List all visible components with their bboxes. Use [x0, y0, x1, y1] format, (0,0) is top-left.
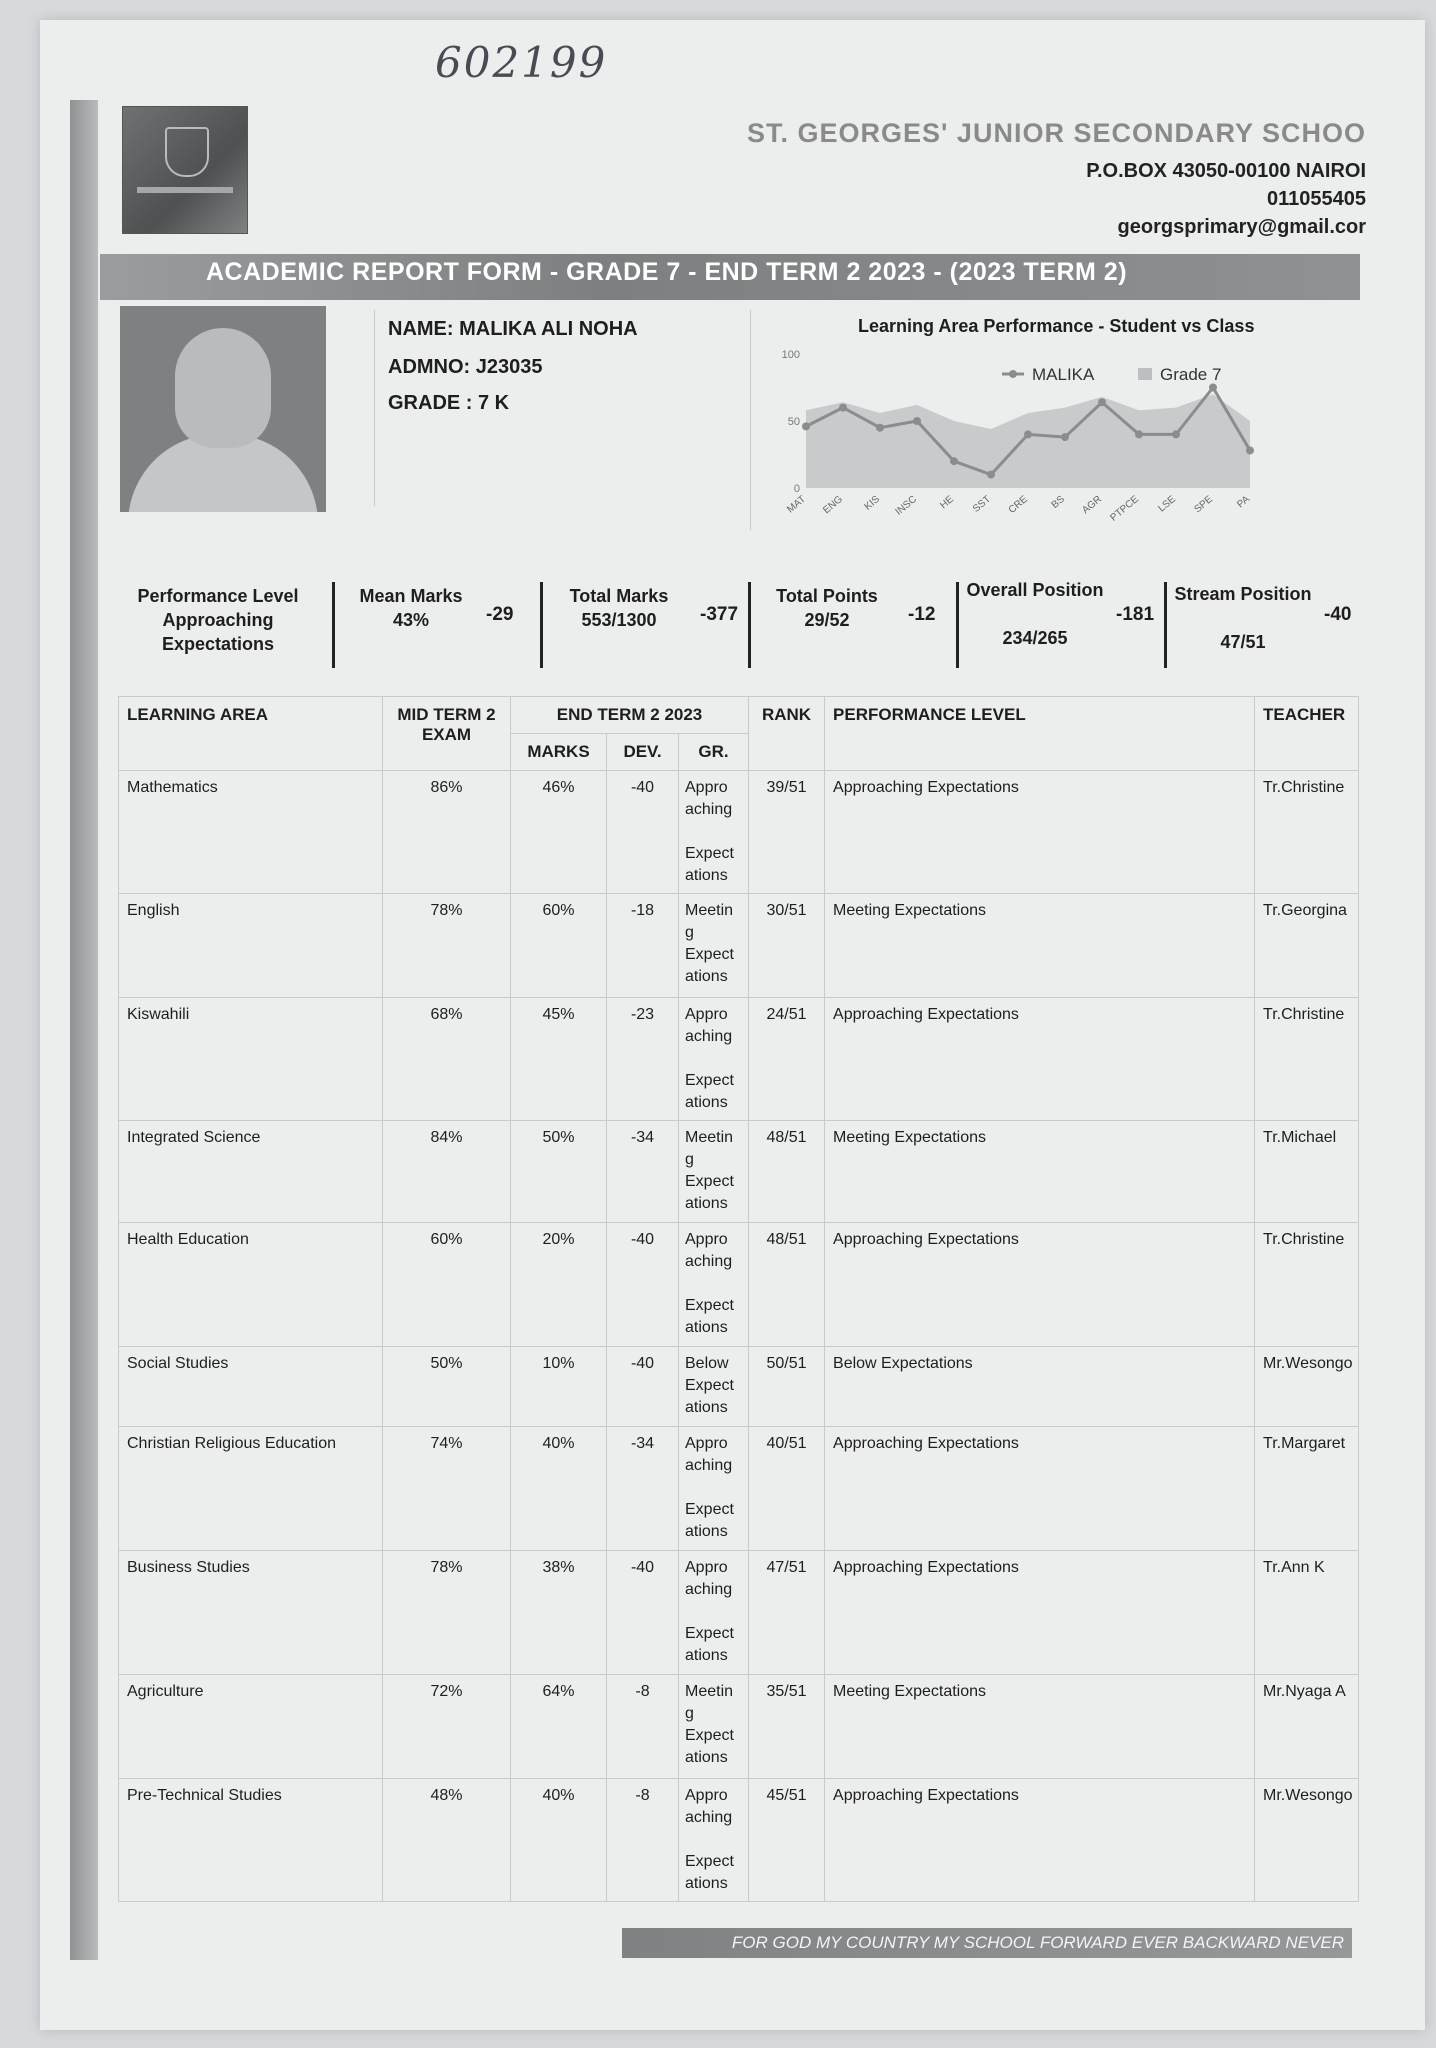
table-row — [119, 1427, 1359, 1551]
x-tick-label: BS — [1049, 493, 1067, 511]
student-data-point — [876, 424, 884, 432]
learning-area-cell: Health Education — [119, 1223, 383, 1347]
school-motto: FOR GOD MY COUNTRY MY SCHOOL FORWARD EVER BACKWARD NEVER — [622, 1928, 1352, 1958]
learning-area-cell: Christian Religious Education — [119, 1427, 383, 1551]
student-admno: ADMNO: J23035 — [388, 356, 543, 378]
mid-term-cell: 48% — [383, 1779, 511, 1902]
mid-term-cell: 78% — [383, 1551, 511, 1675]
learning-area-cell: Social Studies — [119, 1347, 383, 1427]
header-dev: DEV. — [607, 734, 679, 771]
performance-level-cell: Meeting Expectations — [825, 1675, 1255, 1779]
rank-cell: 39/51 — [749, 771, 825, 894]
rank-cell: 35/51 — [749, 1675, 825, 1779]
student-data-point — [1246, 446, 1254, 454]
teacher-cell: Tr.Ann K — [1255, 1551, 1359, 1675]
student-name: NAME: MALIKA ALI NOHA — [388, 318, 638, 340]
learning-area-cell: Kiswahili — [119, 998, 383, 1121]
table-row — [119, 771, 1359, 894]
table-row — [119, 1121, 1359, 1223]
performance-level-cell: Approaching Expectations — [825, 1427, 1255, 1551]
grade-cell: Appro aching Expect ations — [679, 771, 749, 894]
summary-bar — [118, 574, 1358, 670]
school-name: ST. GEORGES' JUNIOR SECONDARY SCHOO — [746, 118, 1366, 148]
teacher-cell: Tr.Christine — [1255, 771, 1359, 894]
summary-total-marks: Total Marks 553/1300 -377 — [569, 586, 739, 630]
performance-level-cell: Meeting Expectations — [825, 894, 1255, 998]
student-data-point — [913, 417, 921, 425]
x-tick-label: ENG — [821, 493, 845, 517]
teacher-cell: Mr.Wesongo — [1255, 1779, 1359, 1902]
dev-cell: -40 — [607, 1223, 679, 1347]
header-marks: MARKS — [511, 734, 607, 771]
table-row — [119, 894, 1359, 998]
teacher-cell: Tr.Michael — [1255, 1121, 1359, 1223]
report-title: ACADEMIC REPORT FORM - GRADE 7 - END TERM 2 2023 - (2023 TERM 2) — [206, 258, 1128, 286]
rank-cell: 48/51 — [749, 1223, 825, 1347]
student-data-point — [839, 404, 847, 412]
header-mid-term: MID TERM 2 EXAM — [383, 697, 511, 771]
legend-student-label: MALIKA — [1032, 365, 1095, 384]
y-tick-label: 50 — [787, 416, 800, 428]
header-learning-area: LEARNING AREA — [119, 697, 383, 771]
student-data-point — [1135, 430, 1143, 438]
teacher-cell: Tr.Christine — [1255, 1223, 1359, 1347]
learning-area-cell: Business Studies — [119, 1551, 383, 1675]
performance-level-cell: Approaching Expectations — [825, 771, 1255, 894]
student-data-point — [1024, 430, 1032, 438]
crest-icon — [165, 127, 209, 177]
table-row — [119, 998, 1359, 1121]
student-data-point — [987, 471, 995, 479]
grade-cell: Meetin g Expect ations — [679, 1121, 749, 1223]
handwritten-note: 602199 — [435, 38, 608, 87]
x-tick-label: HE — [938, 493, 956, 512]
dev-cell: -40 — [607, 1551, 679, 1675]
grade-cell: Meetin g Expect ations — [679, 1675, 749, 1779]
marks-cell: 40% — [511, 1427, 607, 1551]
dev-cell: -34 — [607, 1121, 679, 1223]
learning-area-cell: Pre-Technical Studies — [119, 1779, 383, 1902]
summary-overall-position: Overall Position 234/265 -181 — [966, 580, 1155, 648]
student-data-point — [950, 457, 958, 465]
mid-term-cell: 78% — [383, 894, 511, 998]
grade-cell: Below Expect ations — [679, 1347, 749, 1427]
mid-term-cell: 68% — [383, 998, 511, 1121]
rank-cell: 40/51 — [749, 1427, 825, 1551]
grade-cell: Appro aching Expect ations — [679, 1223, 749, 1347]
school-phone: 011055405 — [1266, 188, 1366, 210]
legend-class-label: Grade 7 — [1160, 365, 1222, 384]
header-gr: GR. — [679, 734, 749, 771]
grade-cell: Meetin g Expect ations — [679, 894, 749, 998]
dev-cell: -40 — [607, 1347, 679, 1427]
marks-cell: 40% — [511, 1779, 607, 1902]
student-data-point — [802, 422, 810, 430]
summary-total-points: Total Points 29/52 -12 — [776, 586, 936, 630]
table-row — [119, 1223, 1359, 1347]
x-tick-label: PA — [1235, 493, 1252, 511]
x-tick-label: CRE — [1006, 493, 1030, 516]
dev-cell: -40 — [607, 771, 679, 894]
teacher-cell: Tr.Christine — [1255, 998, 1359, 1121]
grade-cell: Appro aching Expect ations — [679, 1779, 749, 1902]
x-tick-label: INSC — [893, 493, 919, 518]
performance-level-cell: Below Expectations — [825, 1347, 1255, 1427]
mid-term-cell: 50% — [383, 1347, 511, 1427]
performance-level-cell: Approaching Expectations — [825, 1551, 1255, 1675]
performance-level-cell: Approaching Expectations — [825, 1779, 1255, 1902]
summary-performance-level: Performance Level Approaching Expectations — [137, 586, 299, 654]
student-photo — [120, 306, 326, 512]
summary-mean-marks: Mean Marks 43% -29 — [359, 586, 514, 630]
rank-cell: 24/51 — [749, 998, 825, 1121]
marks-cell: 45% — [511, 998, 607, 1121]
mid-term-cell: 60% — [383, 1223, 511, 1347]
student-data-point — [1209, 384, 1217, 392]
school-email: georgsprimary@gmail.cor — [1117, 216, 1366, 238]
teacher-cell: Tr.Georgina — [1255, 894, 1359, 998]
student-grade: GRADE : 7 K — [388, 392, 510, 414]
marks-cell: 10% — [511, 1347, 607, 1427]
x-tick-label: MAT — [785, 493, 808, 516]
learning-area-cell: Mathematics — [119, 771, 383, 894]
rank-cell: 30/51 — [749, 894, 825, 998]
summary-stream-position: Stream Position 47/51 -40 — [1174, 584, 1352, 652]
table-row — [119, 1551, 1359, 1675]
dev-cell: -8 — [607, 1675, 679, 1779]
learning-area-cell: Agriculture — [119, 1675, 383, 1779]
legend-student-marker — [1009, 370, 1017, 378]
performance-level-cell: Approaching Expectations — [825, 1223, 1255, 1347]
marks-cell: 60% — [511, 894, 607, 998]
dev-cell: -18 — [607, 894, 679, 998]
teacher-cell: Mr.Wesongo — [1255, 1347, 1359, 1427]
table-row — [119, 1779, 1359, 1902]
marks-cell: 46% — [511, 771, 607, 894]
header-teacher: TEACHER — [1255, 697, 1359, 771]
x-tick-label: SPE — [1192, 493, 1215, 516]
mid-term-cell: 84% — [383, 1121, 511, 1223]
student-data-point — [1061, 433, 1069, 441]
performance-level-cell: Meeting Expectations — [825, 1121, 1255, 1223]
rank-cell: 50/51 — [749, 1347, 825, 1427]
table-header-row — [119, 697, 1359, 734]
header-rank: RANK — [749, 697, 825, 771]
student-data-point — [1098, 398, 1106, 406]
student-data-point — [1172, 430, 1180, 438]
y-tick-label: 100 — [781, 349, 800, 361]
table-row — [119, 1347, 1359, 1427]
marks-cell: 64% — [511, 1675, 607, 1779]
teacher-cell: Tr.Margaret — [1255, 1427, 1359, 1551]
teacher-cell: Mr.Nyaga A — [1255, 1675, 1359, 1779]
mid-term-cell: 72% — [383, 1675, 511, 1779]
dev-cell: -23 — [607, 998, 679, 1121]
grade-cell: Appro aching Expect ations — [679, 1551, 749, 1675]
table-row — [119, 1675, 1359, 1779]
x-tick-label: SST — [970, 493, 993, 515]
marks-cell: 50% — [511, 1121, 607, 1223]
mid-term-cell: 86% — [383, 771, 511, 894]
x-tick-label: KIS — [862, 493, 882, 513]
rank-cell: 45/51 — [749, 1779, 825, 1902]
x-tick-label: AGR — [1080, 493, 1104, 517]
learning-area-table — [118, 696, 1359, 1902]
performance-chart — [770, 340, 1270, 540]
dev-cell: -34 — [607, 1427, 679, 1551]
chart-title: Learning Area Performance - Student vs Class — [858, 316, 1255, 336]
learning-area-cell: Integrated Science — [119, 1121, 383, 1223]
school-po-box: P.O.BOX 43050-00100 NAIROI — [1086, 160, 1366, 182]
header-performance-level: PERFORMANCE LEVEL — [825, 697, 1255, 771]
side-decoration-strip — [70, 100, 98, 1960]
grade-cell: Appro aching Expect ations — [679, 998, 749, 1121]
mid-term-cell: 74% — [383, 1427, 511, 1551]
legend-class-swatch — [1138, 368, 1152, 380]
class-area-series — [806, 394, 1250, 488]
rank-cell: 47/51 — [749, 1551, 825, 1675]
header-end-term: END TERM 2 2023 — [511, 697, 749, 734]
dev-cell: -8 — [607, 1779, 679, 1902]
learning-area-cell: English — [119, 894, 383, 998]
x-tick-label: PTPCE — [1108, 493, 1141, 524]
marks-cell: 38% — [511, 1551, 607, 1675]
y-tick-label: 0 — [793, 483, 800, 495]
x-tick-label: LSE — [1156, 493, 1178, 515]
performance-level-cell: Approaching Expectations — [825, 998, 1255, 1121]
rank-cell: 48/51 — [749, 1121, 825, 1223]
grade-cell: Appro aching Expect ations — [679, 1427, 749, 1551]
marks-cell: 20% — [511, 1223, 607, 1347]
school-logo — [122, 106, 248, 234]
